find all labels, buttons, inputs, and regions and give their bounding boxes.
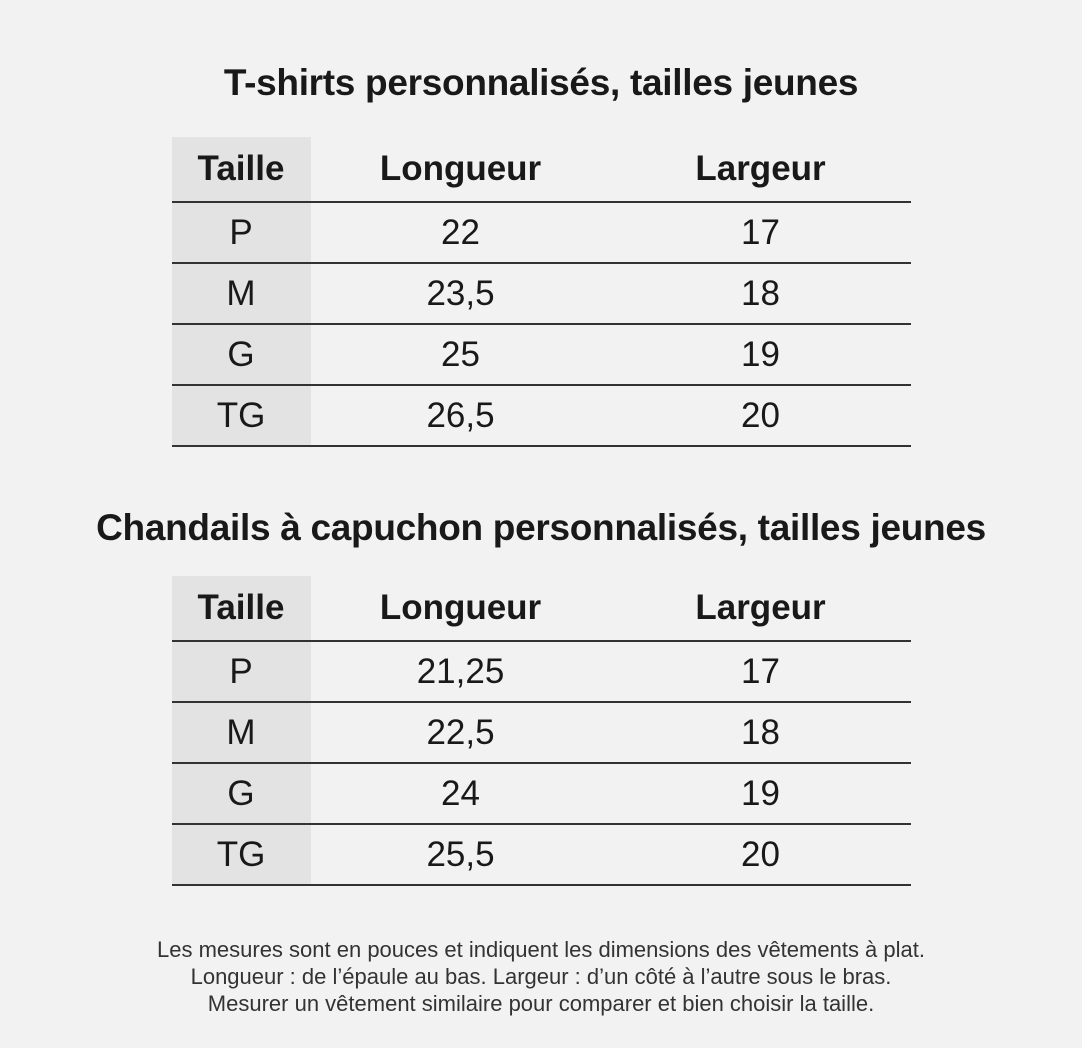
length-cell: 22 xyxy=(311,202,611,263)
size-cell: TG xyxy=(172,385,311,446)
table-row xyxy=(172,324,911,385)
width-cell: 18 xyxy=(611,702,911,763)
length-cell: 25 xyxy=(311,324,611,385)
size-cell: G xyxy=(172,763,311,824)
column-header-taille: Taille xyxy=(172,576,311,641)
width-cell: 19 xyxy=(611,324,911,385)
width-cell: 19 xyxy=(611,763,911,824)
tshirts-size-table xyxy=(172,137,911,447)
size-cell: P xyxy=(172,641,311,702)
table-row xyxy=(172,641,911,702)
tshirts-size-chart-title: T-shirts personnalisés, tailles jeunes xyxy=(223,62,859,103)
width-cell: 17 xyxy=(611,641,911,702)
column-header-largeur: Largeur xyxy=(611,576,911,641)
table-header-row xyxy=(172,137,911,202)
length-cell: 23,5 xyxy=(311,263,611,324)
width-cell: 20 xyxy=(611,824,911,885)
column-header-longueur: Longueur xyxy=(311,137,611,202)
size-cell: P xyxy=(172,202,311,263)
width-cell: 18 xyxy=(611,263,911,324)
width-cell: 20 xyxy=(611,385,911,446)
measurement-footnote xyxy=(0,936,1082,1017)
hoodies-size-table xyxy=(172,576,911,886)
table-row xyxy=(172,702,911,763)
length-cell: 24 xyxy=(311,763,611,824)
footnote-line: Mesurer un vêtement similaire pour comparer et bien choisir la taille. xyxy=(207,991,875,1016)
size-cell: G xyxy=(172,324,311,385)
width-cell: 17 xyxy=(611,202,911,263)
table-row xyxy=(172,385,911,446)
table-header-row xyxy=(172,576,911,641)
table-row xyxy=(172,763,911,824)
size-cell: TG xyxy=(172,824,311,885)
hoodies-size-chart-title: Chandails à capuchon personnalisés, tailles jeunes xyxy=(96,507,986,548)
table-row xyxy=(172,263,911,324)
table-row xyxy=(172,824,911,885)
size-cell: M xyxy=(172,702,311,763)
column-header-longueur: Longueur xyxy=(311,576,611,641)
size-cell: M xyxy=(172,263,311,324)
table-row xyxy=(172,202,911,263)
column-header-taille: Taille xyxy=(172,137,311,202)
footnote-line: Les mesures sont en pouces et indiquent les dimensions des vêtements à plat. xyxy=(156,937,925,962)
footnote-line: Longueur : de l’épaule au bas. Largeur : d’un côté à l’autre sous le bras. xyxy=(190,964,892,989)
length-cell: 25,5 xyxy=(311,824,611,885)
length-cell: 22,5 xyxy=(311,702,611,763)
column-header-largeur: Largeur xyxy=(611,137,911,202)
length-cell: 21,25 xyxy=(311,641,611,702)
length-cell: 26,5 xyxy=(311,385,611,446)
